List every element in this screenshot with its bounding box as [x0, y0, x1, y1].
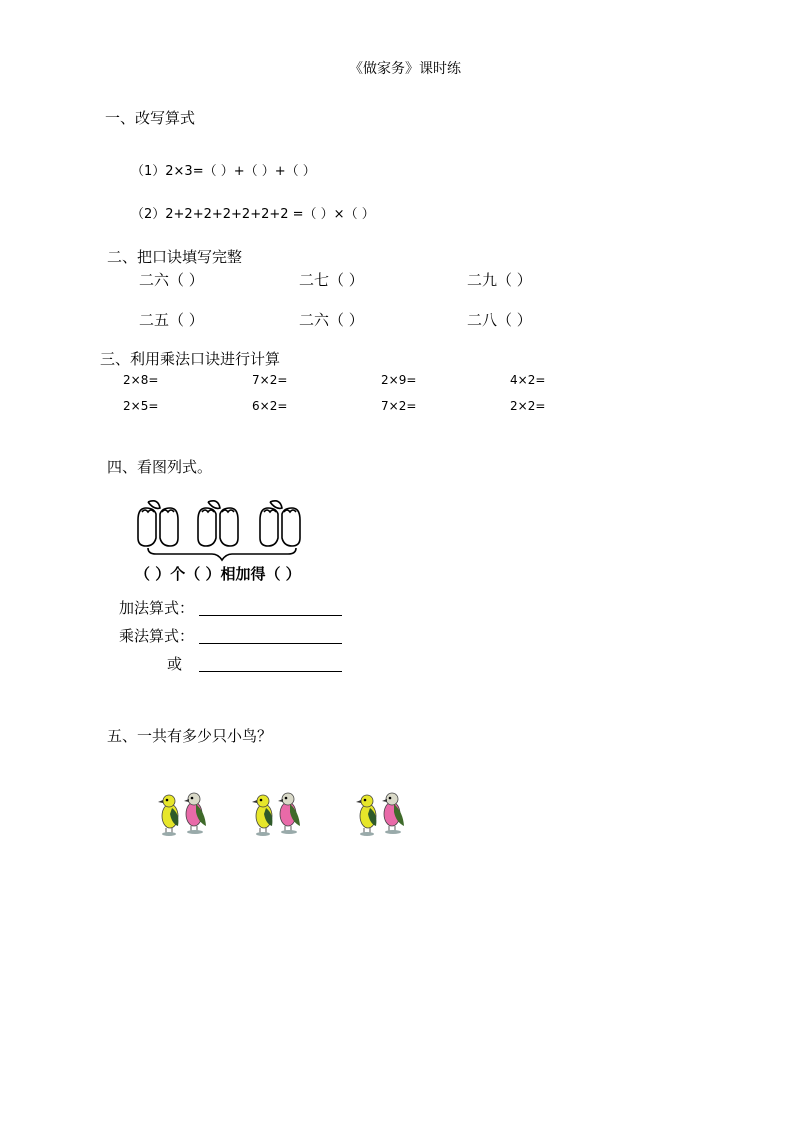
section2-heading: 二、把口诀填写完整 — [107, 248, 243, 266]
calc-item: 4×2= — [510, 373, 546, 387]
rhyme-blank: 二五（ ） — [139, 311, 204, 329]
glove-pair-icon — [198, 501, 238, 546]
section1-heading: 一、改写算式 — [105, 109, 196, 127]
glove-pair-icon — [138, 501, 178, 546]
glove-pair-icon — [260, 501, 300, 546]
calc-item: 2×9= — [381, 373, 417, 387]
rhyme-blank: 二七（ ） — [299, 271, 364, 289]
multiplication-label: 乘法算式： — [119, 627, 195, 645]
calc-item: 2×5= — [123, 399, 159, 413]
curly-brace-icon — [148, 548, 296, 560]
bird-pair-icon — [158, 793, 206, 836]
rhyme-blank: 二八（ ） — [467, 311, 532, 329]
addition-label: 加法算式： — [119, 599, 195, 617]
section1-question-2: （2）2+2+2+2+2+2+2 =（ ）×（ ） — [131, 207, 375, 222]
rhyme-blank: 二六（ ） — [299, 311, 364, 329]
bird-pair-icon — [252, 793, 300, 836]
section3-heading: 三、利用乘法口诀进行计算 — [100, 350, 281, 368]
multiplication-answer-line-alt[interactable] — [199, 671, 342, 672]
birds-illustration — [152, 790, 412, 838]
rhyme-blank: 二六（ ） — [139, 271, 204, 289]
bird-pair-icon — [356, 793, 404, 836]
calc-item: 2×8= — [123, 373, 159, 387]
calc-item: 6×2= — [252, 399, 288, 413]
calc-item: 7×2= — [252, 373, 288, 387]
calc-item: 2×2= — [510, 399, 546, 413]
rhyme-blank: 二九（ ） — [467, 271, 532, 289]
multiplication-answer-line[interactable] — [199, 643, 342, 644]
addition-answer-line[interactable] — [199, 615, 342, 616]
page-title: 《做家务》课时练 — [349, 61, 461, 77]
gloves-illustration — [134, 500, 314, 562]
section5-heading: 五、一共有多少只小鸟？ — [107, 727, 273, 745]
calc-item: 7×2= — [381, 399, 417, 413]
section4-heading: 四、看图列式。 — [107, 458, 213, 476]
or-label: 或 — [167, 655, 183, 673]
section1-question-1: （1）2×3=（ ）+（ ）+（ ） — [131, 164, 316, 179]
gloves-caption: （ ）个（ ）相加得（ ） — [135, 565, 301, 583]
